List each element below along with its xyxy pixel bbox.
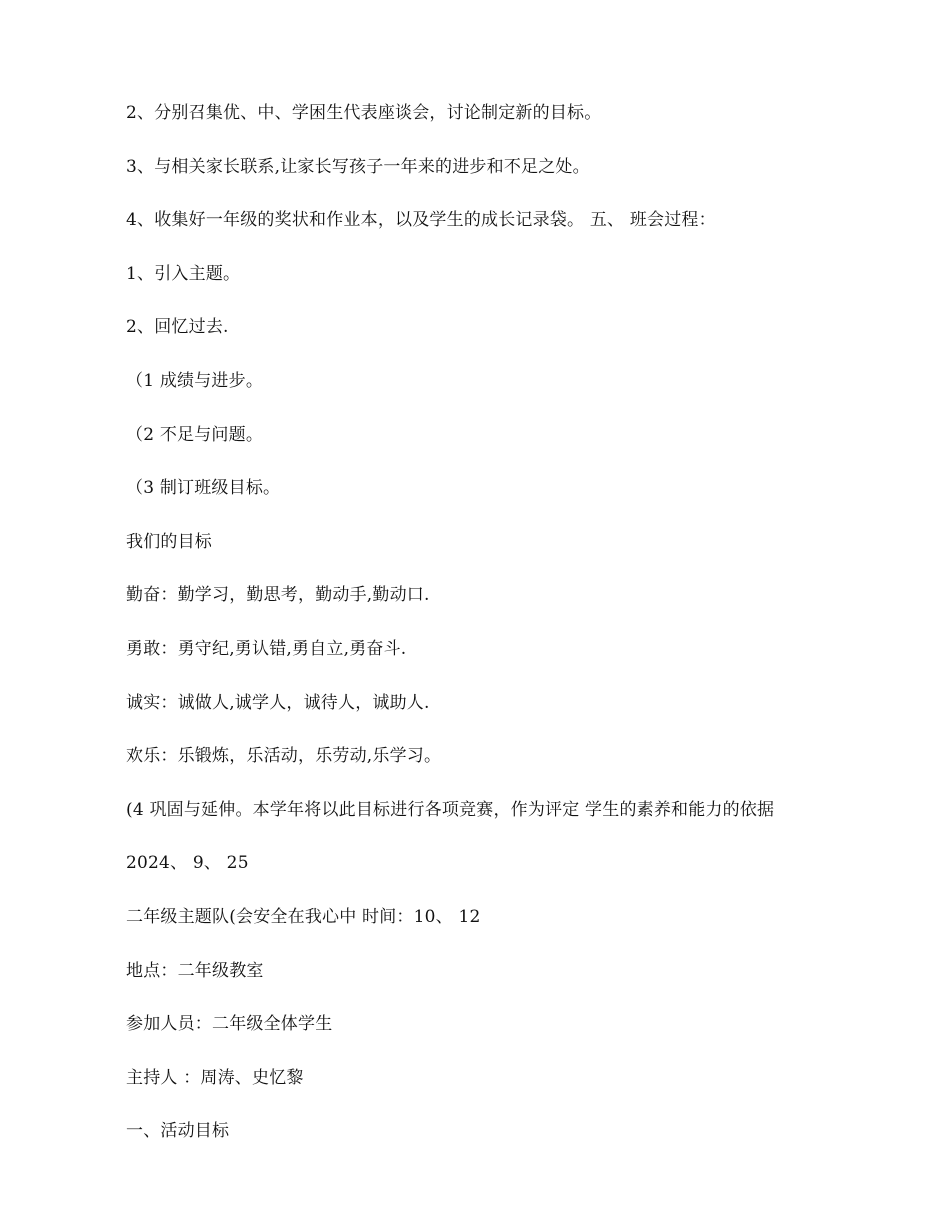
text-line: 主持人 ：周涛、史忆黎 [126, 1067, 304, 1088]
text-line: 4、收集好一年级的奖状和作业本，以及学生的成长记录袋。 五、 班会过程： [126, 210, 716, 231]
text-line: 诚实：诚做人,诚学人，诚待人，诚助人. [126, 692, 430, 713]
text-line: 3、与相关家长联系,让家长写孩子一年来的进步和不足之处。 [126, 156, 590, 177]
text-line: 参加人员：二年级全体学生 [126, 1014, 333, 1035]
section-heading: 一、活动目标 [126, 1121, 230, 1142]
text-line: 地点：二年级教室 [126, 960, 264, 981]
text-line: （3 制订班级目标。 [126, 478, 281, 499]
text-line: 勇敢：勇守纪,勇认错,勇自立,勇奋斗. [126, 638, 407, 659]
text-line: (4 巩固与延伸。本学年将以此目标进行各项竞赛，作为评定 学生的素养和能力的依据 [126, 799, 775, 820]
text-line: 2、分别召集优、中、学困生代表座谈会，讨论制定新的目标。 [126, 103, 602, 123]
text-line: 二年级主题队(会安全在我心中 时间：10、 12 [126, 906, 481, 927]
document-body [126, 98, 886, 1170]
text-line: 2、回忆过去. [126, 317, 229, 338]
text-line: 1、引入主题。 [126, 263, 241, 284]
section-heading: 我们的目标 [126, 531, 212, 552]
text-line: （2 不足与问题。 [126, 424, 264, 445]
text-line: 勤奋：勤学习，勤思考，勤动手,勤动口. [126, 585, 430, 606]
text-line: （1 成绩与进步。 [126, 370, 264, 391]
date-line: 2024、 9、 25 [126, 853, 249, 874]
text-line: 欢乐：乐锻炼，乐活动，乐劳动,乐学习。 [126, 746, 442, 767]
